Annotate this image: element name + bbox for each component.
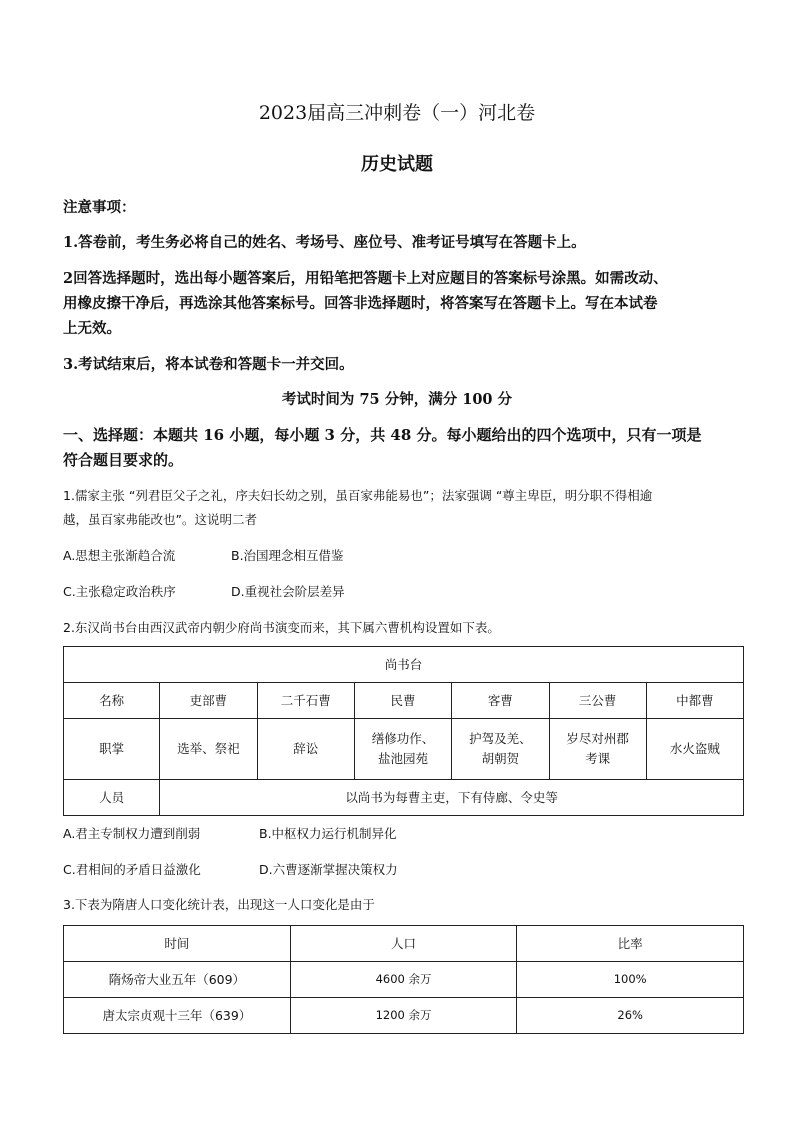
q2-option-c: C.君相间的矛盾日益激化	[63, 862, 201, 877]
notice-item-2-line-3: 上无效。	[63, 320, 121, 337]
q2-table-cell: 吏部曹	[160, 683, 257, 719]
q2-table-cell	[646, 719, 743, 780]
q2-table-row-label: 职掌	[64, 719, 160, 780]
q2-table-caption: 尚书台	[64, 647, 744, 683]
q2-option-a: A.君主专制权力遭到削弱	[63, 826, 201, 841]
q2-table-cell: 中都曹	[646, 683, 743, 719]
section-1-heading-line-1: 一、选择题：本题共 16 小题，每小题 3 分，共 48 分。每小题给出的四个选项中，只有一项是	[63, 426, 702, 444]
exam-time: 考试时间为 75 分钟，满分 100 分	[281, 391, 513, 408]
q2-duty-text: 选举、祭祀	[177, 741, 240, 756]
q2-table-cell: 民曹	[354, 683, 451, 719]
q2-duty-text: 辞讼	[293, 741, 319, 756]
q2-duty-text: 护驾及羌、	[469, 731, 532, 746]
q3-table-cell: 100%	[517, 962, 744, 998]
q2-table-cell	[160, 719, 257, 780]
q2-table-cell	[549, 719, 646, 780]
subject-title: 历史试题	[361, 154, 433, 175]
q2-table-cell: 以尚书为每曹主吏，下有侍廊、令史等	[160, 780, 744, 816]
q2-duty-text: 岁尽对州郡	[566, 731, 629, 746]
q2-table-cell	[354, 719, 451, 780]
q3-table-header: 人口	[290, 926, 517, 962]
q2-table-cell: 三公曹	[549, 683, 646, 719]
q2-stem: 2.东汉尚书台由西汉武帝内朝少府尚书演变而来，其下属六曹机构设置如下表。	[63, 620, 500, 635]
q2-table-cell: 客曹	[452, 683, 549, 719]
q3-table-cell: 26%	[517, 998, 744, 1034]
notice-item-2-line-1: 2回答选择题时，选出每小题答案后，用铅笔把答题卡上对应题目的答案标号涂黑。如需改动、	[63, 270, 668, 287]
notice-item-2-line-2: 用橡皮擦干净后，再选涂其他答案标号。回答非选择题时，将答案写在答题卡上。写在本试卷	[63, 295, 658, 312]
q2-table-row-label: 人员	[64, 780, 160, 816]
notice-item-1: 1.答卷前，考生务必将自己的姓名、考场号、座位号、准考证号填写在答题卡上。	[63, 234, 586, 251]
section-1-heading-line-2: 符合题目要求的。	[63, 451, 184, 469]
notice-heading: 注意事项：	[63, 199, 136, 216]
q2-table-cell	[452, 719, 549, 780]
q1-stem-line-2: 越，虽百家弗能改也”。这说明二者	[63, 512, 257, 527]
q2-table-cell: 二千石曹	[257, 683, 354, 719]
q3-stem: 3.下表为隋唐人口变化统计表，出现这一人口变化是由于	[63, 897, 375, 912]
q1-stem-line-1: 1.儒家主张 “列君臣父子之礼，序夫妇长幼之别，虽百家弗能易也”；法家强调 “尊主卑臣，明分职不得相逾	[63, 488, 653, 503]
q3-table-cell: 唐太宗贞观十三年（639）	[64, 998, 291, 1034]
q2-duty-text: 盐池园苑	[377, 751, 428, 766]
q2-duty-text: 考课	[585, 751, 611, 766]
q3-table-cell: 4600 余万	[290, 962, 517, 998]
q2-table-cell	[257, 719, 354, 780]
q2-duty-text: 缮修功作、	[371, 731, 435, 746]
q1-option-d: D.重视社会阶层差异	[231, 584, 345, 599]
q3-table-header: 时间	[64, 926, 291, 962]
q2-option-d: D.六曹逐渐掌握决策权力	[259, 862, 398, 877]
q2-table	[63, 646, 744, 816]
q1-option-a: A.思想主张渐趋合流	[63, 548, 176, 563]
q2-duty-text: 胡朝贺	[481, 751, 520, 766]
q3-table	[63, 925, 744, 1034]
q1-option-c: C.主张稳定政治秩序	[63, 584, 176, 599]
notice-item-3: 3.考试结束后，将本试卷和答题卡一并交回。	[63, 356, 354, 373]
q3-table-header: 比率	[517, 926, 744, 962]
q1-option-b: B.治国理念相互借鉴	[231, 548, 344, 563]
exam-title: 2023届高三冲刺卷（一）河北卷	[258, 102, 536, 124]
q2-table-row-label: 名称	[64, 683, 160, 719]
q3-table-cell: 1200 余万	[290, 998, 517, 1034]
q3-table-cell: 隋炀帝大业五年（609）	[64, 962, 291, 998]
q2-duty-text: 水火盗贼	[669, 741, 720, 756]
q2-option-b: B.中枢权力运行机制异化	[259, 826, 397, 841]
